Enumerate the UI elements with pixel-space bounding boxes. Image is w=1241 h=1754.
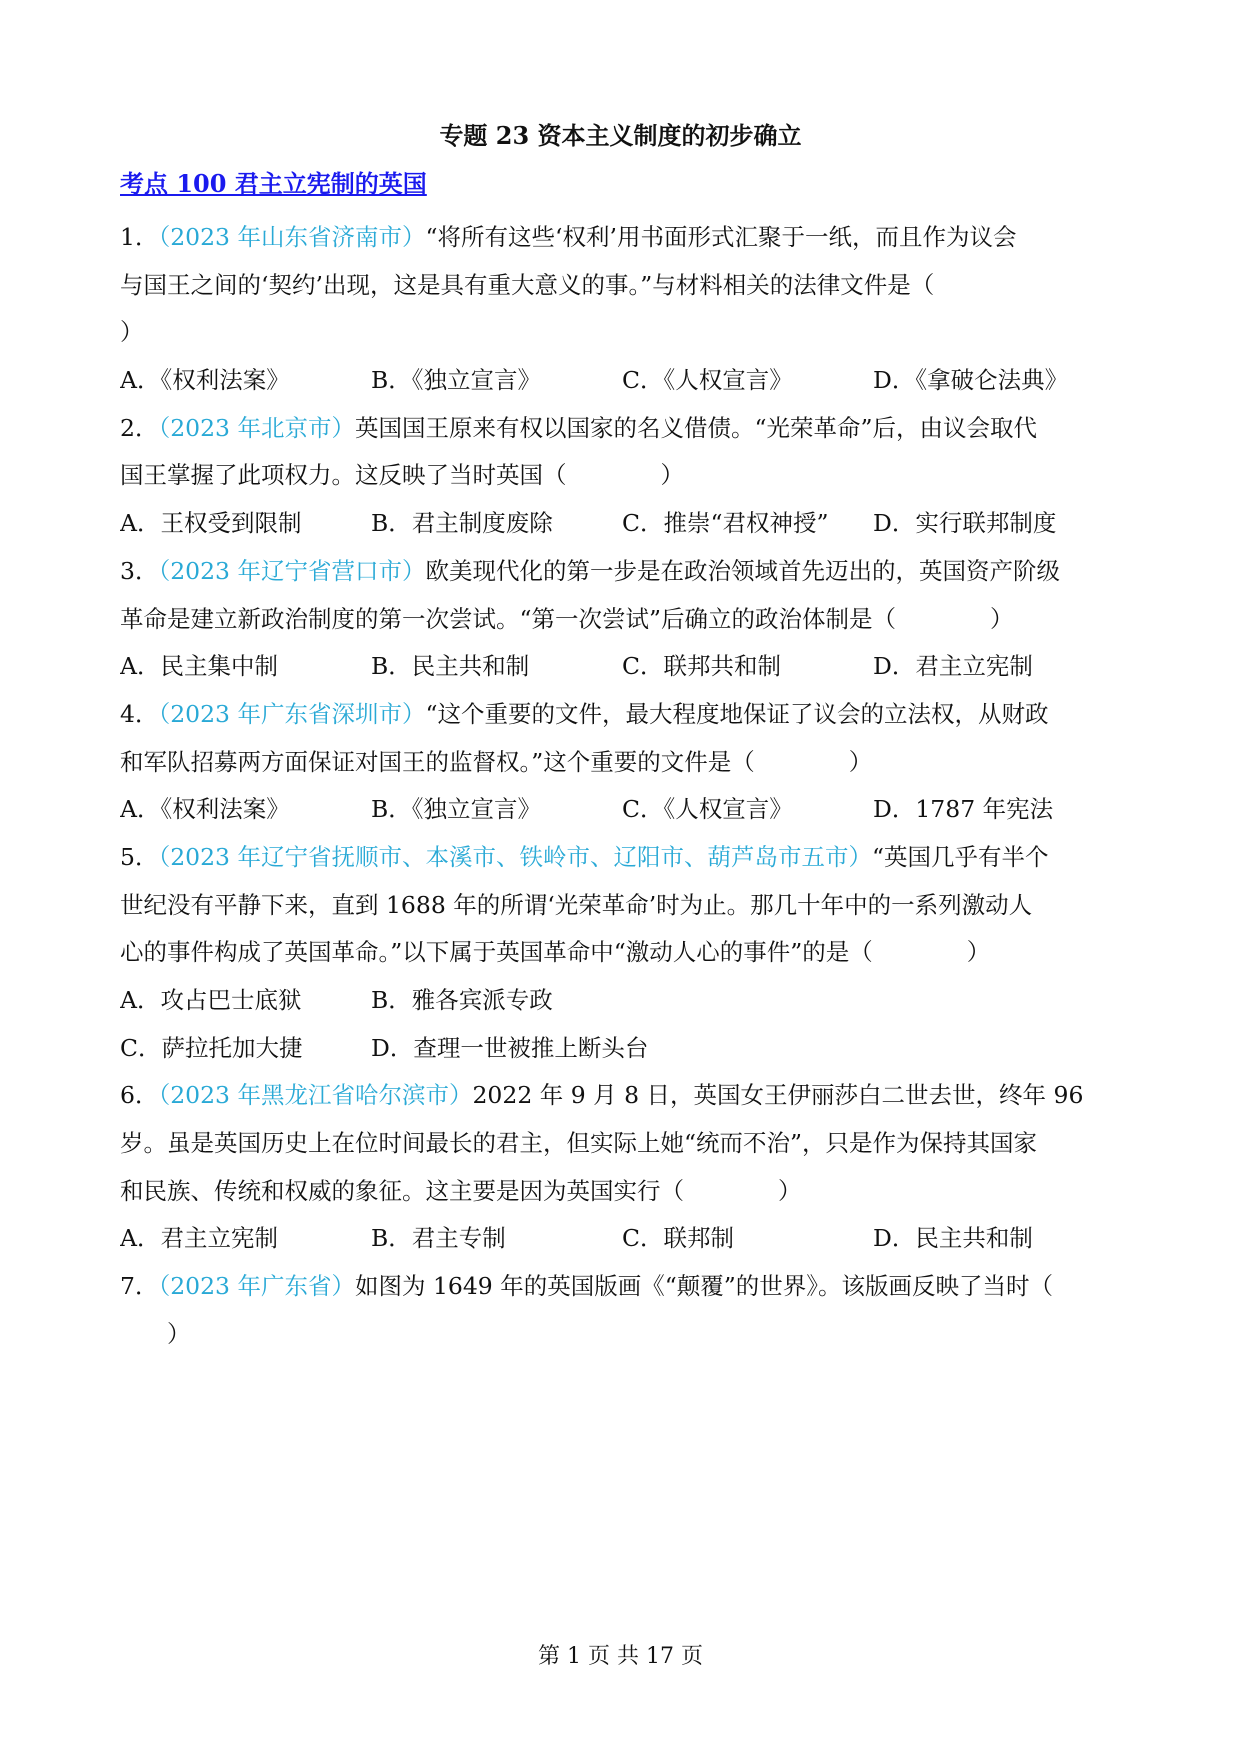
question-source: （2023 年北京市） bbox=[158, 413, 355, 442]
question-source: （2023 年山东省济南市） bbox=[158, 223, 426, 251]
question-text: 欧美现代化的第一步是在政治领域首先迈出的，英国资产阶级 bbox=[425, 556, 1060, 585]
question-1-options bbox=[120, 357, 1125, 405]
question-2-line-1 bbox=[120, 405, 1125, 453]
question-source: （2023 年黑龙江省哈尔滨市） bbox=[158, 1081, 473, 1110]
question-4-line-1 bbox=[120, 691, 1125, 739]
question-number: 4． bbox=[120, 699, 159, 728]
question-7-line-2: ） bbox=[120, 1319, 191, 1348]
question-list bbox=[120, 214, 1125, 1359]
question-3-options bbox=[120, 643, 1125, 691]
question-5-options-row-2 bbox=[120, 1025, 1125, 1073]
question-number: 6． bbox=[120, 1081, 159, 1110]
question-1-line-3: ） bbox=[120, 318, 144, 347]
question-source: （2023 年辽宁省营口市） bbox=[158, 556, 426, 585]
question-6-line-1 bbox=[120, 1072, 1125, 1120]
question-text: 英国国王原来有权以国家的名义借债。“光荣革命”后，由议会取代 bbox=[354, 413, 1038, 442]
question-source: （2023 年广东省深圳市） bbox=[158, 699, 426, 728]
option-a[interactable]: A．君主立宪制 bbox=[120, 1224, 278, 1253]
option-c[interactable]: C．联邦共和制 bbox=[622, 652, 781, 681]
question-2-line-2: 国王掌握了此项权力。这反映了当时英国（ ） bbox=[120, 461, 684, 490]
option-c[interactable]: C．推崇“君权神授” bbox=[622, 509, 829, 538]
question-number: 2． bbox=[120, 413, 159, 442]
question-source: （2023 年辽宁省抚顺市、本溪市、铁岭市、辽阳市、葫芦岛市五市） bbox=[158, 842, 872, 871]
option-d[interactable]: D．民主共和制 bbox=[873, 1224, 1033, 1253]
question-4-options bbox=[120, 786, 1125, 834]
page-title: 专题 23 资本主义制度的初步确立 bbox=[439, 121, 802, 150]
question-number: 1． bbox=[120, 223, 159, 251]
page-footer: 第 1 页 共 17 页 bbox=[538, 1644, 703, 1669]
question-number: 5． bbox=[120, 842, 159, 871]
option-d[interactable]: D．1787 年宪法 bbox=[873, 795, 1054, 824]
question-6-line-2: 岁。虽是英国历史上在位时间最长的君主，但实际上她“统而不治”，只是作为保持其国家 bbox=[120, 1129, 1038, 1158]
option-b[interactable]: B．《独立宣言》 bbox=[371, 795, 542, 824]
question-1-line-2: 与国王之间的‘契约’出现，这是具有重大意义的事。”与材料相关的法律文件是（ bbox=[120, 270, 935, 299]
option-a[interactable]: A．王权受到限制 bbox=[120, 509, 302, 538]
option-a[interactable]: A．民主集中制 bbox=[120, 652, 278, 681]
question-6-line-3: 和民族、传统和权威的象征。这主要是因为英国实行（ ） bbox=[120, 1176, 802, 1205]
question-number: 3． bbox=[120, 556, 159, 585]
question-2-options bbox=[120, 500, 1125, 548]
question-text: “这个重要的文件，最大程度地保证了议会的立法权，从财政 bbox=[425, 699, 1049, 728]
option-b[interactable]: B．《独立宣言》 bbox=[371, 366, 542, 395]
option-d[interactable]: D．查理一世被推上断头台 bbox=[371, 1033, 649, 1062]
section-heading: 考点 100 君主立宪制的英国 bbox=[120, 169, 427, 198]
question-number: 7． bbox=[120, 1272, 159, 1301]
question-5-line-1 bbox=[120, 834, 1125, 882]
option-a[interactable]: A．《权利法案》 bbox=[120, 795, 290, 824]
option-a[interactable]: A．《权利法案》 bbox=[120, 366, 290, 395]
question-text: “英国几乎有半个 bbox=[871, 842, 1049, 871]
question-source: （2023 年广东省） bbox=[158, 1272, 355, 1301]
question-1-line-1 bbox=[120, 214, 1125, 262]
option-d[interactable]: D．实行联邦制度 bbox=[873, 509, 1057, 538]
option-c[interactable]: C．《人权宣言》 bbox=[622, 795, 793, 824]
option-b[interactable]: B．君主专制 bbox=[371, 1224, 506, 1253]
question-5-line-3: 心的事件构成了英国革命。”以下属于英国革命中“激动人心的事件”的是（ ） bbox=[120, 938, 991, 967]
option-a[interactable]: A．攻占巴士底狱 bbox=[120, 986, 302, 1014]
question-text: 2022 年 9 月 8 日，英国女王伊丽莎白二世去世，终年 96 bbox=[472, 1081, 1084, 1110]
option-c[interactable]: C．《人权宣言》 bbox=[622, 366, 793, 395]
option-c[interactable]: C．萨拉托加大捷 bbox=[120, 1033, 303, 1062]
option-d[interactable]: D．君主立宪制 bbox=[873, 652, 1033, 681]
option-d[interactable]: D．《拿破仑法典》 bbox=[873, 366, 1069, 395]
option-c[interactable]: C．联邦制 bbox=[622, 1224, 734, 1253]
option-b[interactable]: B．雅各宾派专政 bbox=[371, 986, 553, 1014]
question-3-line-2: 革命是建立新政治制度的第一次尝试。“第一次尝试”后确立的政治体制是（ ） bbox=[120, 604, 1014, 633]
question-7-line-1 bbox=[120, 1263, 1125, 1311]
question-6-options bbox=[120, 1215, 1125, 1263]
question-text: 如图为 1649 年的英国版画《“颠覆”的世界》。该版画反映了当时（ bbox=[354, 1272, 1054, 1301]
question-4-line-2: 和军队招募两方面保证对国王的监督权。”这个重要的文件是（ ） bbox=[120, 747, 873, 776]
question-3-line-1 bbox=[120, 548, 1125, 596]
option-b[interactable]: B．民主共和制 bbox=[371, 652, 530, 681]
question-5-options-row-1 bbox=[120, 977, 1125, 1025]
option-b[interactable]: B．君主制度废除 bbox=[371, 509, 553, 538]
question-text: “将所有这些‘权利’用书面形式汇聚于一纸，而且作为议会 bbox=[425, 223, 1017, 251]
question-5-line-2: 世纪没有平静下来，直到 1688 年的所谓‘光荣革命’时为止。那几十年中的一系列激动人 bbox=[120, 890, 1033, 919]
